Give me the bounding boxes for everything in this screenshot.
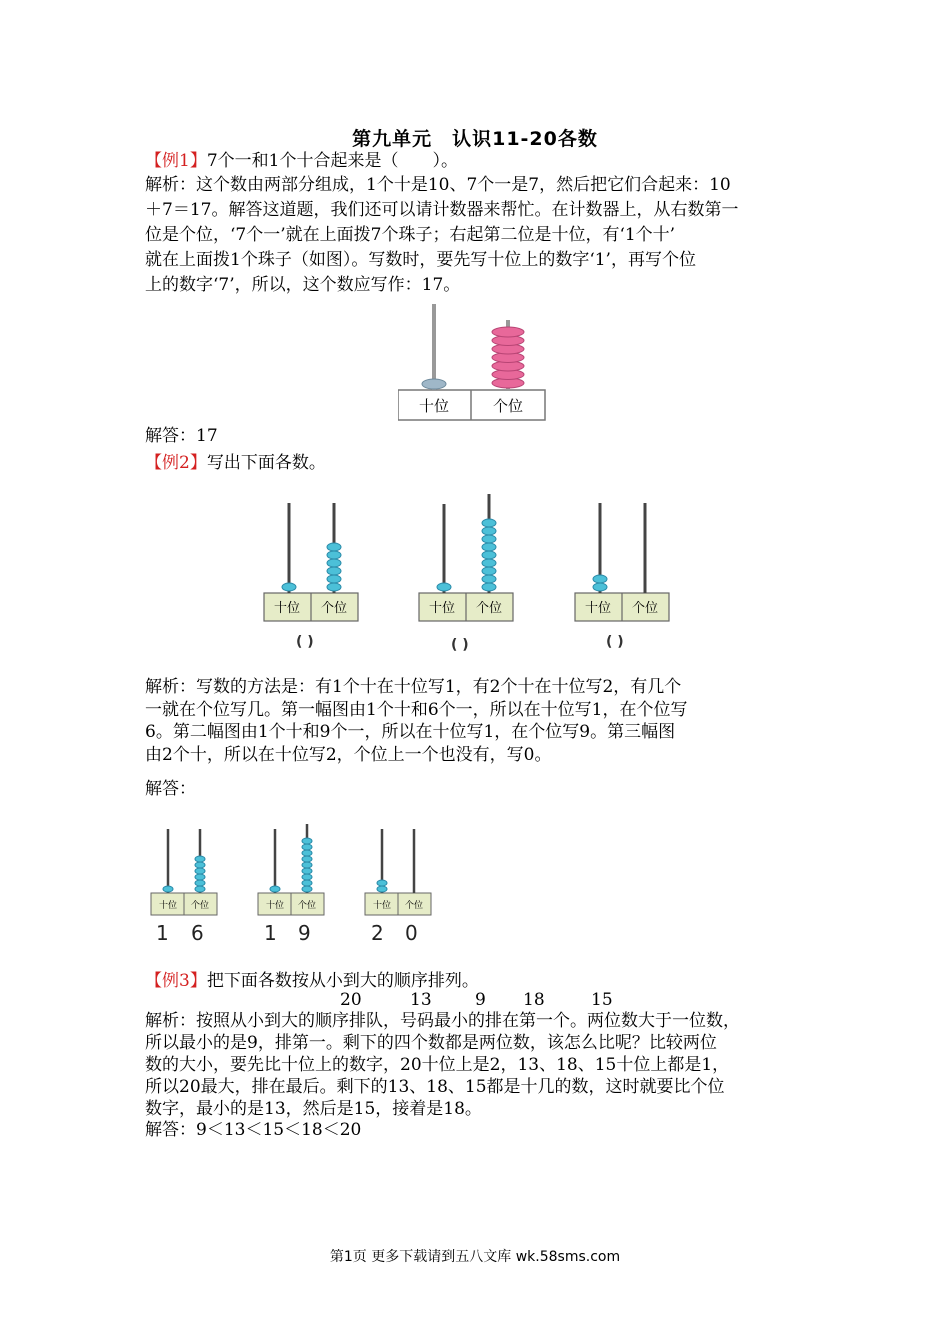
ones-bead <box>195 880 205 886</box>
tens-bead <box>282 583 296 591</box>
bead-group <box>282 543 341 591</box>
tens-bead <box>163 886 173 892</box>
ex1-analysis-line: ＋7＝17。解答这道题，我们还可以请计数器来帮忙。在计数器上，从右数第一 <box>145 200 739 220</box>
ex2-abacus-2 <box>417 490 517 625</box>
ones-bead <box>327 575 341 583</box>
ex2-analysis-line: 6。第二幅图由1个十和9个一，所以在十位写1，在个位写9。第三幅图 <box>145 722 676 742</box>
ones-label: 个位 <box>492 397 524 415</box>
ex2-tag: 【例2】 <box>145 453 207 473</box>
ones-bead <box>482 535 496 543</box>
ex2-analysis-line: 由2个十，所以在十位写2，个位上一个也没有，写0。 <box>145 745 552 765</box>
ones-bead <box>302 862 312 868</box>
ex2-answer-label: 解答： <box>145 779 196 799</box>
ex1-analysis-line: 位是个位，‘7个一’就在上面拨7个珠子；右起第二位是十位，有‘1个十’ <box>145 225 676 245</box>
tens-digit: 1 <box>264 921 277 945</box>
tens-label: 十位 <box>372 901 392 911</box>
ex1-analysis-line: 解析：这个数由两部分组成，1个十是10、7个一是7，然后把它们合起来：10 <box>145 175 731 195</box>
tens-bead <box>422 379 446 389</box>
tens-bead <box>437 583 451 591</box>
ones-bead <box>482 559 496 567</box>
ones-bead <box>302 886 312 892</box>
ones-bead <box>195 856 205 862</box>
ex3-analysis-line: 所以20最大，排在最后。剩下的13、18、15都是十几的数，这时就要比个位 <box>145 1077 725 1097</box>
number-item: 13 <box>410 990 432 1010</box>
ones-bead <box>327 583 341 591</box>
ones-bead <box>492 327 524 337</box>
number-item: 15 <box>591 990 613 1010</box>
ex3-analysis-line: 数的大小，要先比十位上的数字，20十位上是2，13、18、15十位上都是1， <box>145 1055 730 1075</box>
number-item: 18 <box>523 990 545 1010</box>
ones-bead <box>302 880 312 886</box>
ones-bead <box>195 868 205 874</box>
ones-bead <box>482 519 496 527</box>
tens-label: 十位 <box>584 601 612 616</box>
ones-digit: 9 <box>298 921 311 945</box>
ex3-tag: 【例3】 <box>145 971 207 991</box>
ones-bead <box>195 886 205 892</box>
bead-group <box>593 575 607 591</box>
answer-blank: ( ) <box>451 637 469 653</box>
ex1-analysis-line: 上的数字‘7’，所以，这个数应写作：17。 <box>145 275 461 295</box>
ones-bead <box>302 856 312 862</box>
ex3-question: 把下面各数按从小到大的顺序排列。 <box>206 971 479 991</box>
ones-bead <box>482 583 496 591</box>
ones-label: 个位 <box>631 601 659 616</box>
ones-label: 个位 <box>475 601 503 616</box>
tens-label: 十位 <box>418 397 450 415</box>
tens-bead <box>593 583 607 591</box>
ones-bead <box>482 575 496 583</box>
ones-bead <box>302 850 312 856</box>
tens-bead <box>593 575 607 583</box>
number-item: 9 <box>475 990 486 1010</box>
ex2-answer-abacus-3 <box>364 825 434 920</box>
page-title: 第九单元 认识11-20各数 <box>352 128 598 150</box>
tens-bead <box>377 880 387 886</box>
ones-bead <box>302 868 312 874</box>
ones-label: 个位 <box>320 601 348 616</box>
tens-bead <box>270 886 280 892</box>
ex3-analysis-line: 数字，最小的是13，然后是15，接着是18。 <box>145 1099 482 1119</box>
ex1-answer: 解答：17 <box>145 426 218 446</box>
ones-bead <box>482 567 496 575</box>
ex2-question: 写出下面各数。 <box>206 453 326 473</box>
ones-bead <box>195 862 205 868</box>
tens-digit: 1 <box>156 921 169 945</box>
ones-bead <box>302 874 312 880</box>
ex3-analysis-line: 所以最小的是9，排第一。剩下的四个数都是两位数，该怎么比呢？比较两位 <box>145 1033 717 1053</box>
ex2-abacus-1 <box>262 495 362 625</box>
ones-bead <box>302 838 312 844</box>
bead-group <box>270 838 312 892</box>
tens-label: 十位 <box>158 901 178 911</box>
tens-beads <box>422 379 446 389</box>
ones-bead <box>327 543 341 551</box>
ex3-analysis-line: 解析：按照从小到大的顺序排队，号码最小的排在第一个。两位数大于一位数， <box>145 1011 740 1031</box>
tens-label: 十位 <box>265 901 285 911</box>
ex1-question-line <box>145 150 815 172</box>
ones-digit: 6 <box>191 921 204 945</box>
answer-blank: ( ) <box>606 634 624 650</box>
ones-beads <box>492 327 524 388</box>
tens-digit: 2 <box>371 921 384 945</box>
ones-label: 个位 <box>297 901 317 911</box>
ones-bead <box>482 543 496 551</box>
ex3-answer: 解答：9＜13＜15＜18＜20 <box>145 1120 362 1140</box>
ones-label: 个位 <box>190 901 210 911</box>
tens-label: 十位 <box>273 601 301 616</box>
ex2-answer-abacus-2 <box>257 822 327 920</box>
ex1-question: 7个一和1个十合起来是（ ）。 <box>206 151 458 171</box>
ex2-answer-abacus-1 <box>150 825 220 920</box>
ones-bead <box>195 874 205 880</box>
bead-group <box>163 856 205 892</box>
number-item: 20 <box>340 990 362 1010</box>
bead-group <box>437 519 496 591</box>
tens-bead <box>377 886 387 892</box>
ones-bead <box>327 551 341 559</box>
ex2-abacus-3 <box>573 495 673 625</box>
ones-digit: 0 <box>405 921 418 945</box>
answer-blank: ( ) <box>296 634 314 650</box>
ones-bead <box>302 844 312 850</box>
ones-bead <box>482 527 496 535</box>
ex1-tag: 【例1】 <box>145 151 207 171</box>
ones-label: 个位 <box>404 901 424 911</box>
ex1-abacus <box>398 300 548 422</box>
tens-label: 十位 <box>428 601 456 616</box>
ones-bead <box>327 559 341 567</box>
ex2-analysis-line: 解析：写数的方法是：有1个十在十位写1，有2个十在十位写2，有几个 <box>145 677 682 697</box>
ones-bead <box>327 567 341 575</box>
ex2-question-line <box>145 452 815 474</box>
ex3-question-line <box>145 970 815 992</box>
ones-bead <box>482 551 496 559</box>
ex2-analysis-line: 一就在个位写几。第一幅图由1个十和6个一，所以在十位写1，在个位写 <box>145 700 688 720</box>
page-footer: 第1页 更多下载请到五八文库 wk.58sms.com <box>329 1249 621 1265</box>
bead-group <box>377 880 387 892</box>
ex1-analysis-line: 就在上面拨1个珠子（如图）。写数时，要先写十位上的数字‘1’，再写个位 <box>145 250 696 270</box>
